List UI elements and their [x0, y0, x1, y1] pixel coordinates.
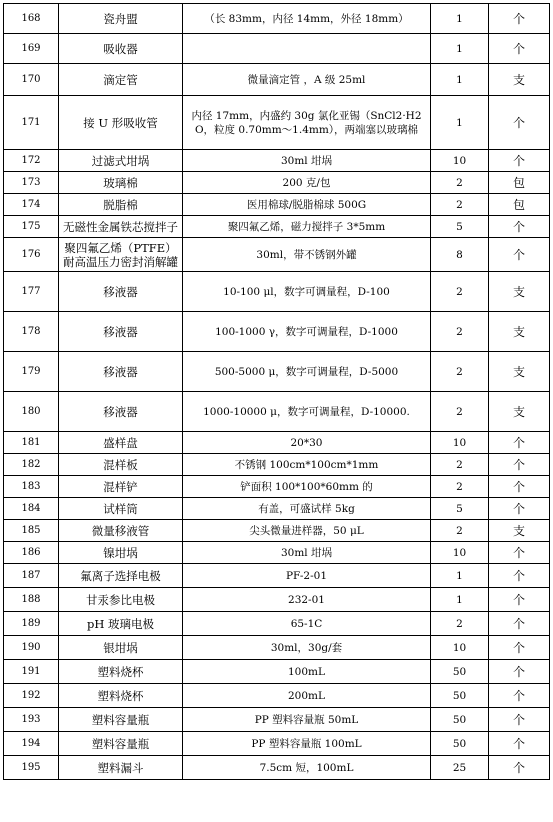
table-row: [4, 660, 550, 684]
table-row: [4, 432, 550, 454]
row-number: 169: [4, 34, 59, 64]
item-unit: 个: [489, 476, 550, 498]
item-spec: 500-5000 μ，数字可调量程，D-5000: [183, 352, 431, 392]
item-quantity: 5: [431, 498, 489, 520]
row-number: 188: [4, 588, 59, 612]
table-row: [4, 352, 550, 392]
item-name: 接 U 形吸收管: [59, 96, 183, 150]
item-unit: 包: [489, 172, 550, 194]
item-spec: 有盖，可盛试样 5kg: [183, 498, 431, 520]
item-name: 移液器: [59, 272, 183, 312]
item-quantity: 1: [431, 96, 489, 150]
table-row: [4, 454, 550, 476]
item-name: 滴定管: [59, 64, 183, 96]
item-spec: 30ml 坩埚: [183, 150, 431, 172]
item-name: 塑料烧杯: [59, 684, 183, 708]
row-number: 181: [4, 432, 59, 454]
item-unit: 个: [489, 216, 550, 238]
item-name: 银坩埚: [59, 636, 183, 660]
row-number: 176: [4, 238, 59, 272]
table-row: [4, 392, 550, 432]
item-spec: 200mL: [183, 684, 431, 708]
table-row: [4, 172, 550, 194]
row-number: 174: [4, 194, 59, 216]
equipment-table: [3, 3, 550, 780]
item-spec: 7.5cm 短，100mL: [183, 756, 431, 780]
item-name: 混样铲: [59, 476, 183, 498]
row-number: 168: [4, 4, 59, 34]
item-unit: 个: [489, 636, 550, 660]
item-unit: 个: [489, 660, 550, 684]
row-number: 192: [4, 684, 59, 708]
item-name: 移液器: [59, 352, 183, 392]
item-quantity: 1: [431, 34, 489, 64]
item-quantity: 2: [431, 612, 489, 636]
row-number: 185: [4, 520, 59, 542]
item-quantity: 1: [431, 64, 489, 96]
item-quantity: 25: [431, 756, 489, 780]
row-number: 193: [4, 708, 59, 732]
item-quantity: 2: [431, 520, 489, 542]
row-number: 195: [4, 756, 59, 780]
item-name: 脱脂棉: [59, 194, 183, 216]
item-quantity: 5: [431, 216, 489, 238]
table-row: [4, 732, 550, 756]
item-spec: 100-1000 γ，数字可调量程，D-1000: [183, 312, 431, 352]
item-spec: 不锈钢 100cm*100cm*1mm: [183, 454, 431, 476]
row-number: 189: [4, 612, 59, 636]
item-spec: 10-100 μl，数字可调量程，D-100: [183, 272, 431, 312]
item-spec: PP 塑料容量瓶 50mL: [183, 708, 431, 732]
item-quantity: 2: [431, 312, 489, 352]
item-quantity: 10: [431, 636, 489, 660]
table-row: [4, 34, 550, 64]
item-name: pH 玻璃电极: [59, 612, 183, 636]
item-name: 盛样盘: [59, 432, 183, 454]
row-number: 186: [4, 542, 59, 564]
item-quantity: 1: [431, 4, 489, 34]
item-quantity: 2: [431, 172, 489, 194]
item-spec: 200 克/包: [183, 172, 431, 194]
item-name: 混样板: [59, 454, 183, 476]
table-row: [4, 312, 550, 352]
item-name: 玻璃棉: [59, 172, 183, 194]
item-unit: 支: [489, 312, 550, 352]
item-unit: 支: [489, 520, 550, 542]
item-name: 聚四氟乙烯（PTFE）耐高温压力密封消解罐: [59, 238, 183, 272]
item-quantity: 10: [431, 432, 489, 454]
item-name: 瓷舟盟: [59, 4, 183, 34]
item-name: 移液器: [59, 392, 183, 432]
table-row: [4, 96, 550, 150]
item-quantity: 50: [431, 708, 489, 732]
item-spec: PP 塑料容量瓶 100mL: [183, 732, 431, 756]
item-spec: 1000-10000 μ，数字可调量程，D-10000.: [183, 392, 431, 432]
item-unit: 个: [489, 96, 550, 150]
item-spec: 聚四氟乙烯，磁力搅拌子 3*5mm: [183, 216, 431, 238]
item-unit: 个: [489, 564, 550, 588]
item-spec: 100mL: [183, 660, 431, 684]
item-spec: 65-1C: [183, 612, 431, 636]
item-unit: 支: [489, 64, 550, 96]
table-row: [4, 520, 550, 542]
row-number: 182: [4, 454, 59, 476]
item-name: 塑料漏斗: [59, 756, 183, 780]
item-spec: 30ml 坩埚: [183, 542, 431, 564]
item-spec: 医用棉球/脱脂棉球 500G: [183, 194, 431, 216]
item-spec: 内径 17mm，内盛约 30g 氯化亚锡（SnCl2·H2O，粒度 0.70mm～1.4mm），两端塞以玻璃棉: [183, 96, 431, 150]
item-quantity: 2: [431, 272, 489, 312]
table-row: [4, 498, 550, 520]
item-unit: 个: [489, 454, 550, 476]
row-number: 179: [4, 352, 59, 392]
table-row: [4, 542, 550, 564]
item-unit: 个: [489, 684, 550, 708]
item-unit: 个: [489, 732, 550, 756]
item-quantity: 50: [431, 684, 489, 708]
table-row: [4, 272, 550, 312]
table-row: [4, 238, 550, 272]
row-number: 183: [4, 476, 59, 498]
table-row: [4, 636, 550, 660]
item-spec: （长 83mm，内径 14mm，外径 18mm）: [183, 4, 431, 34]
table-row: [4, 684, 550, 708]
row-number: 187: [4, 564, 59, 588]
item-unit: 包: [489, 194, 550, 216]
item-spec: PF-2-01: [183, 564, 431, 588]
item-quantity: 2: [431, 194, 489, 216]
item-name: 塑料容量瓶: [59, 732, 183, 756]
table-row: [4, 476, 550, 498]
table-row: [4, 756, 550, 780]
item-unit: 个: [489, 588, 550, 612]
item-quantity: 50: [431, 660, 489, 684]
row-number: 171: [4, 96, 59, 150]
item-quantity: 8: [431, 238, 489, 272]
table-row: [4, 588, 550, 612]
item-name: 微量移液管: [59, 520, 183, 542]
table-row: [4, 708, 550, 732]
item-quantity: 2: [431, 352, 489, 392]
item-spec: 铲面积 100*100*60mm 的: [183, 476, 431, 498]
row-number: 175: [4, 216, 59, 238]
item-name: 甘汞参比电极: [59, 588, 183, 612]
item-unit: 个: [489, 150, 550, 172]
item-unit: 个: [489, 542, 550, 564]
item-unit: 个: [489, 756, 550, 780]
table-row: [4, 194, 550, 216]
item-quantity: 10: [431, 150, 489, 172]
item-quantity: 2: [431, 392, 489, 432]
item-quantity: 2: [431, 454, 489, 476]
item-unit: 个: [489, 708, 550, 732]
item-unit: 个: [489, 498, 550, 520]
item-spec: 尖头微量进样器，50 μL: [183, 520, 431, 542]
item-name: 吸收器: [59, 34, 183, 64]
row-number: 190: [4, 636, 59, 660]
table-row: [4, 612, 550, 636]
item-unit: 个: [489, 238, 550, 272]
item-name: 塑料烧杯: [59, 660, 183, 684]
item-name: 镍坩埚: [59, 542, 183, 564]
row-number: 173: [4, 172, 59, 194]
item-name: 试样筒: [59, 498, 183, 520]
row-number: 177: [4, 272, 59, 312]
item-spec: 30ml，30g/套: [183, 636, 431, 660]
item-name: 无磁性金属铁芯搅拌子: [59, 216, 183, 238]
item-unit: 个: [489, 4, 550, 34]
item-name: 氟离子选择电极: [59, 564, 183, 588]
item-spec: 232-01: [183, 588, 431, 612]
item-quantity: 1: [431, 588, 489, 612]
item-quantity: 10: [431, 542, 489, 564]
item-spec: [183, 34, 431, 64]
table-row: [4, 150, 550, 172]
item-name: 过滤式坩埚: [59, 150, 183, 172]
table-row: [4, 216, 550, 238]
row-number: 180: [4, 392, 59, 432]
row-number: 178: [4, 312, 59, 352]
item-name: 塑料容量瓶: [59, 708, 183, 732]
item-unit: 个: [489, 34, 550, 64]
item-quantity: 1: [431, 564, 489, 588]
table-row: [4, 4, 550, 34]
item-unit: 支: [489, 392, 550, 432]
item-unit: 支: [489, 272, 550, 312]
item-quantity: 50: [431, 732, 489, 756]
equipment-table-body: [4, 4, 550, 780]
item-name: 移液器: [59, 312, 183, 352]
item-spec: 30ml，带不锈钢外罐: [183, 238, 431, 272]
item-unit: 支: [489, 352, 550, 392]
item-quantity: 2: [431, 476, 489, 498]
item-spec: 微量滴定管 ，A 级 25ml: [183, 64, 431, 96]
item-unit: 个: [489, 432, 550, 454]
row-number: 194: [4, 732, 59, 756]
row-number: 191: [4, 660, 59, 684]
table-row: [4, 64, 550, 96]
item-spec: 20*30: [183, 432, 431, 454]
item-unit: 个: [489, 612, 550, 636]
table-row: [4, 564, 550, 588]
row-number: 184: [4, 498, 59, 520]
row-number: 172: [4, 150, 59, 172]
row-number: 170: [4, 64, 59, 96]
